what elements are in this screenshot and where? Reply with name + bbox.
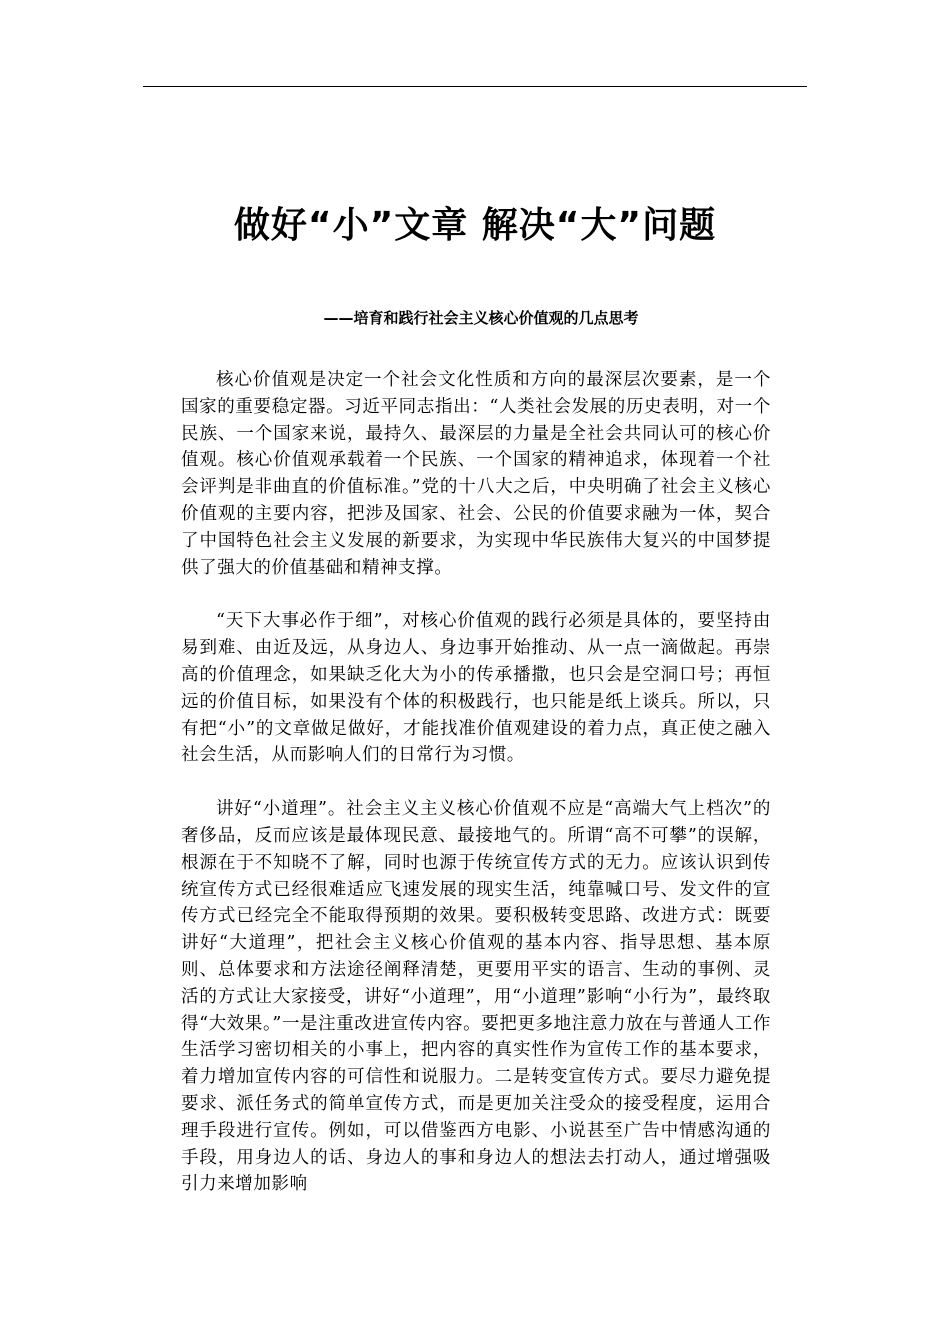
paragraph-1: 核心价值观是决定一个社会文化性质和方向的最深层次要素，是一个国家的重要稳定器。习近平同志指出：“人类社会发展的历史表明，对一个民族、一个国家来说，最持久、最深层的力量是全社会共同认可的核心价值观。核心价值观承载着一个民族、一个国家的精神追求，体现着一个社会评判是非曲直的价值标准。”党的十八大之后，中央明确了社会主义核心价值观的主要内容，把涉及国家、社会、公民的价值要求融为一体，契合了中国特色社会主义发展的新要求，为实现中华民族伟大复兴的中国梦提供了强大的价值基础和精神支撑。 (181, 370, 771, 578)
document-body (181, 367, 771, 1225)
document-subtitle: ——培育和践行社会主义核心价值观的几点思考 (323, 309, 639, 327)
paragraph-2: “天下大事必作于细”，对核心价值观的践行必须是具体的，要坚持由易到难、由近及远，从身边人、身边事开始推动、从一点一滴做起。再崇高的价值理念，如果缺乏化大为小的传承播撒，也只会是空洞口号；再恒远的价值目标，如果没有个体的积极践行，也只能是纸上谈兵。所以，只有把“小”的文章做足做好，才能找准价值观建设的着力点，真正使之融入社会生活，从而影响人们的日常行为习惯。 (181, 611, 771, 766)
document-title: 做好“小”文章 解决“大”问题 (233, 205, 717, 246)
paragraph-3: 讲好“小道理”。社会主义主义核心价值观不应是“高端大气上档次”的奢侈品，反而应该是最体现民意、最接地气的。所谓“高不可攀”的误解，根源在于不知晓不了解，同时也源于传统宣传方式的无力。应该认识到传统宣传方式已经很难适应飞速发展的现实生活，纯靠喊口号、发文件的宣传方式已经完全不能取得预期的效果。要积极转变思路、改进方式：既要讲好“大道理”，把社会主义核心价值观的基本内容、指导思想、基本原则、总体要求和方法途径阐释清楚，更要用平实的语言、生动的事例、灵活的方式让大家接受，讲好“小道理”，用“小道理”影响“小行为”，最终取得“大效果。”一是注重改进宣传内容。要把更多地注意力放在与普通人工作生活学习密切相关的小事上，把内容的真实性作为宣传工作的基本要求，着力增加宣传内容的可信性和说服力。二是转变宣传方式。要尽力避免提要求、派任务式的简单宣传方式，而是更加关注受众的接受程度，运用合理手段进行宣传。例如，可以借鉴西方电影、小说甚至广告中情感沟通的手段，用身边人的话、身边人的事和身边人的想法去打动人，通过增强吸引力来增加影响 (181, 799, 771, 1195)
header-rule (143, 86, 807, 87)
